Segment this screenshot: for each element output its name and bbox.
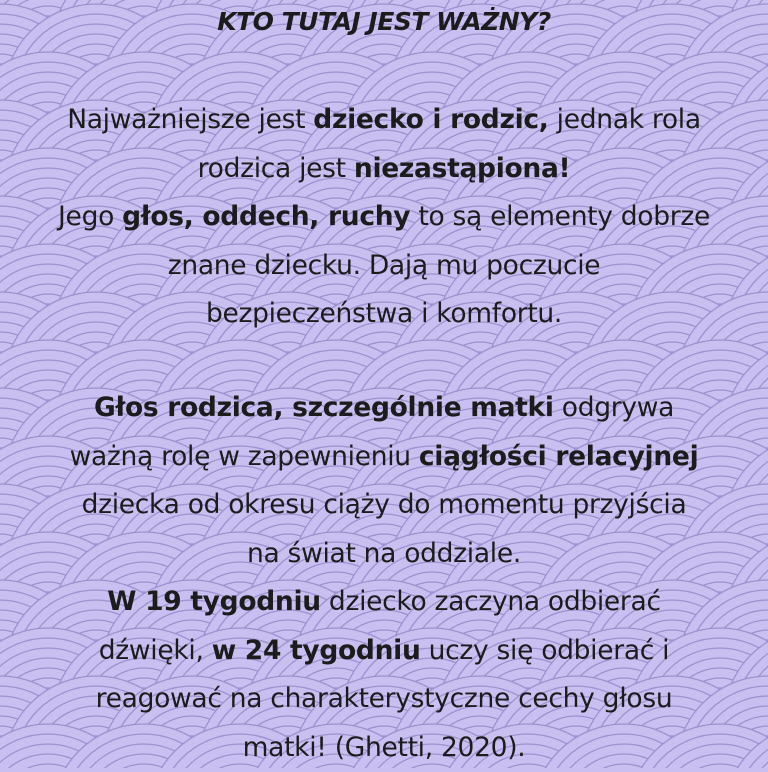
text-line: Głos rodzica, szczególnie matki odgrywa (0, 384, 768, 433)
text-line: dźwięki, w 24 tygodniu uczy się odbierać i (0, 627, 768, 676)
paragraph-intro (0, 96, 768, 339)
emphasis: dziecko i rodzic, (313, 104, 548, 135)
emphasis: ciągłości relacyjnej (419, 441, 698, 472)
emphasis: głos, oddech, ruchy (122, 201, 410, 232)
text-line: znane dziecku. Dają mu poczucie (0, 242, 768, 291)
emphasis: w 24 tygodniu (212, 635, 421, 666)
text-line: dziecka od okresu ciąży do momentu przyjścia (0, 481, 768, 530)
emphasis: niezastąpiona! (354, 153, 570, 184)
emphasis: W 19 tygodniu (107, 586, 321, 617)
emphasis: Głos rodzica, szczególnie matki (94, 392, 554, 423)
text-line: matki! (Ghetti, 2020). (0, 724, 768, 772)
text-line: Jego głos, oddech, ruchy to są elementy dobrze (0, 193, 768, 242)
text-line: ważną rolę w zapewnieniu ciągłości relacyjnej (0, 433, 768, 482)
text-line: reagować na charakterystyczne cechy głosu (0, 675, 768, 724)
text-line: Najważniejsze jest dziecko i rodzic, jednak rola (0, 96, 768, 145)
text-line: na świat na oddziale. (0, 530, 768, 579)
text-line: W 19 tygodniu dziecko zaczyna odbierać (0, 578, 768, 627)
text-line: rodzica jest niezastąpiona! (0, 145, 768, 194)
text-line: bezpieczeństwa i komfortu. (0, 290, 768, 339)
post-title: KTO TUTAJ JEST WAŻNY? (0, 4, 768, 40)
paragraph-voice (0, 384, 768, 772)
